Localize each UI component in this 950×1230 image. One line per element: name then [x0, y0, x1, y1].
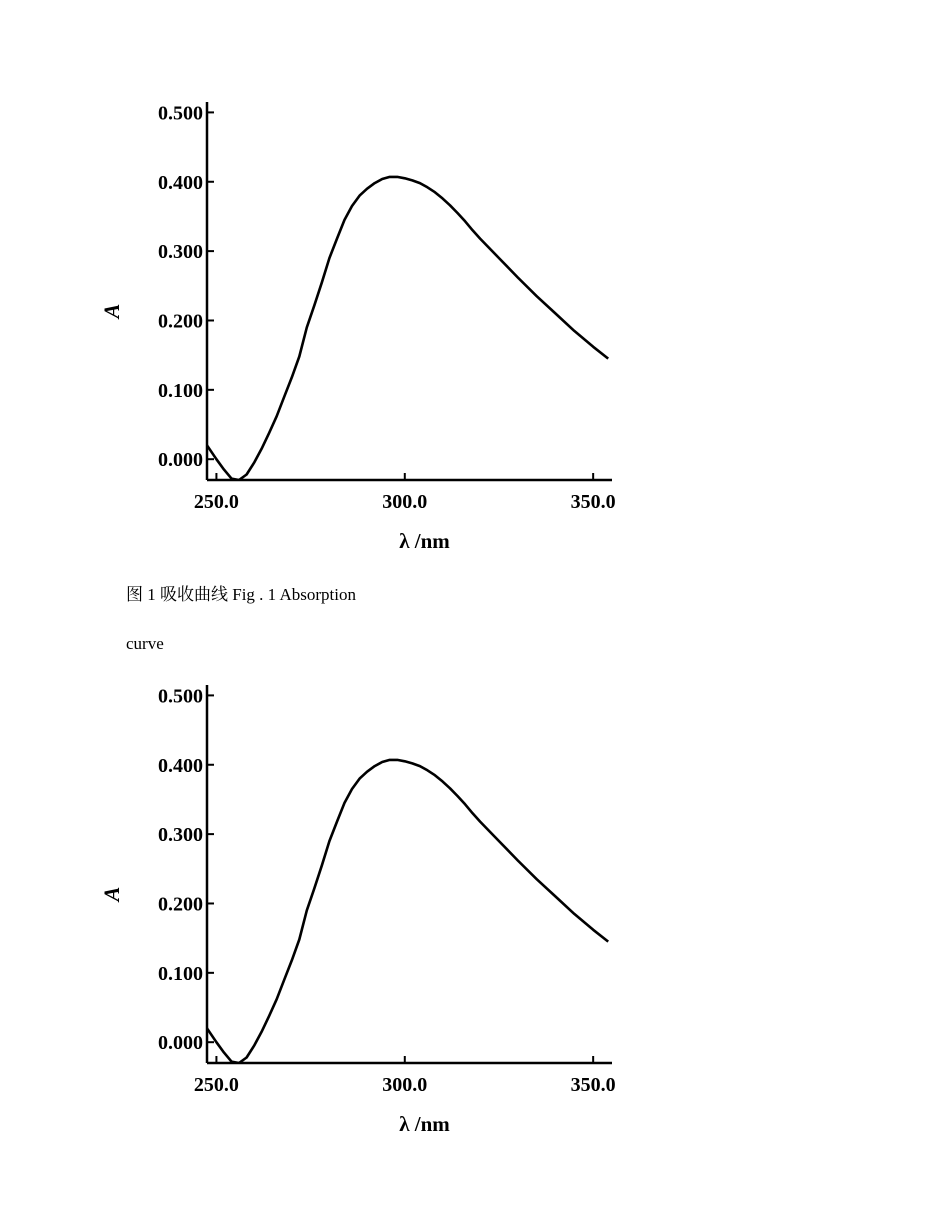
x-tick-label: 300.0	[382, 1074, 428, 1096]
x-axis-label: λ /nm	[399, 529, 450, 553]
x-tick-label: 300.0	[382, 491, 428, 513]
x-tick-label: 350.0	[570, 491, 616, 513]
x-axis-label: λ /nm	[399, 1112, 450, 1136]
x-tick-label: 350.0	[570, 1074, 616, 1096]
absorption-chart-bottom	[0, 643, 950, 1163]
caption-line-1: 图 1 吸收曲线 Fig . 1 Absorption	[126, 585, 356, 604]
chart-svg	[0, 643, 950, 1163]
absorption-chart-top	[0, 60, 950, 580]
x-tick-label: 250.0	[193, 1074, 239, 1096]
y-tick-label: 0.500	[158, 685, 203, 708]
y-tick-label: 0.100	[158, 379, 203, 402]
y-axis-label: A	[99, 886, 124, 902]
y-tick-label: 0.500	[158, 102, 203, 125]
y-tick-label: 0.200	[158, 310, 203, 333]
y-tick-label: 0.200	[158, 893, 203, 916]
y-tick-label: 0.300	[158, 824, 203, 847]
y-tick-label: 0.100	[158, 962, 203, 985]
y-tick-label: 0.400	[158, 171, 203, 194]
y-tick-label: 0.000	[158, 449, 203, 472]
figure-caption	[126, 580, 356, 605]
caption-line-2: curve	[126, 634, 164, 653]
y-tick-label: 0.400	[158, 754, 203, 777]
y-axis-label: A	[99, 303, 124, 319]
chart-svg	[0, 60, 950, 580]
absorption-curve	[207, 760, 608, 1063]
y-tick-label: 0.300	[158, 241, 203, 264]
y-tick-label: 0.000	[158, 1032, 203, 1055]
absorption-curve	[207, 177, 608, 480]
x-tick-label: 250.0	[193, 491, 239, 513]
